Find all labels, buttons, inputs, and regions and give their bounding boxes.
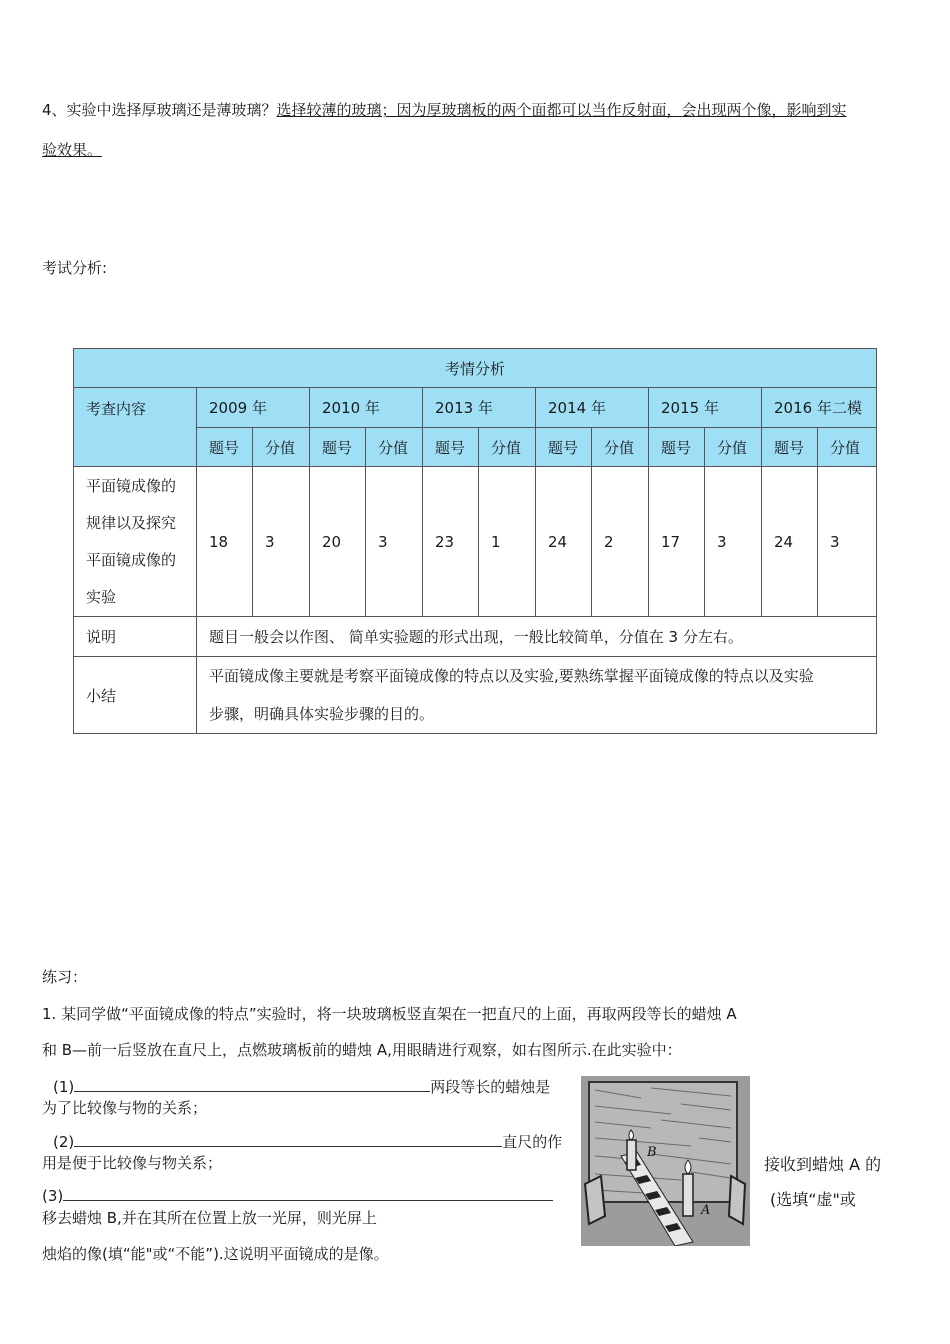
sub-question-3-label: (3): [42, 1187, 64, 1205]
content-header: 考查内容: [74, 388, 197, 467]
summary-label: 小结: [74, 657, 197, 734]
year-header: 2015 年: [649, 388, 762, 428]
table-title: 考情分析: [74, 349, 877, 388]
exam-analysis-table: [73, 348, 877, 734]
sub-header: 分值: [366, 428, 423, 467]
sub-question-2-label: (2): [53, 1133, 75, 1151]
exam-analysis-heading: 考试分析:: [42, 259, 108, 277]
sub-question-1-label: (1): [53, 1078, 75, 1096]
summary-text: [197, 657, 877, 734]
answer-blank-1[interactable]: [74, 1077, 430, 1092]
sub-header: 分值: [479, 428, 536, 467]
practice-heading: 练习：: [42, 968, 88, 986]
question-1-line1: 1. 某同学做“平面镜成像的特点”实验时，将一块玻璃板竖直架在一把直尺的上面，再取两段等长的蜡烛 A: [42, 1005, 737, 1023]
value-cell: 3: [366, 467, 423, 617]
sub-question-2-line2: 用是便于比较像与物关系；: [42, 1154, 223, 1172]
value-cell: 20: [310, 467, 366, 617]
topic-line: 平面镜成像的: [86, 476, 177, 495]
figure-label-a: A: [701, 1203, 711, 1218]
topic-line: 实验: [86, 587, 117, 606]
value-cell: 24: [762, 467, 818, 617]
question-4-answer-line2: 验效果。: [42, 141, 103, 159]
value-cell: 1: [479, 467, 536, 617]
sub-header: 题号: [423, 428, 479, 467]
value-cell: 23: [423, 467, 479, 617]
question-4-line1: [42, 99, 847, 120]
right-text-line2: (选填“虚"或: [770, 1190, 856, 1209]
sub-question-3: [42, 1186, 553, 1205]
year-header: 2016 年二模: [762, 388, 877, 428]
answer-blank-3[interactable]: [63, 1186, 553, 1201]
value-cell: 17: [649, 467, 705, 617]
summary-line: 平面镜成像主要就是考察平面镜成像的特点以及实验,要熟练掌握平面镜成像的特点以及实验: [209, 667, 814, 685]
answer-blank-2[interactable]: [74, 1132, 502, 1147]
question-4-prefix: 4、实验中选择厚玻璃还是薄玻璃？: [42, 101, 277, 119]
value-cell: 2: [592, 467, 649, 617]
sub-header: 分值: [818, 428, 877, 467]
value-cell: 3: [705, 467, 762, 617]
sub-question-3-line2: 移去蜡烛 B,并在其所在位置上放一光屏，则光屏上: [42, 1209, 377, 1227]
note-text: 题目一般会以作图、 简单实验题的形式出现，一般比较简单，分值在 3 分左右。: [197, 617, 877, 657]
experiment-figure: [581, 1076, 750, 1246]
sub-question-1: [53, 1076, 550, 1097]
sub-header: 题号: [197, 428, 253, 467]
value-cell: 3: [253, 467, 310, 617]
sub-question-1-after: 两段等长的蜡烛是: [430, 1078, 551, 1096]
summary-line: 步骤，明确具体实验步骤的目的。: [209, 705, 435, 723]
sub-header: 题号: [536, 428, 592, 467]
year-header: 2013 年: [423, 388, 536, 428]
sub-question-1-line2: 为了比较像与物的关系；: [42, 1099, 208, 1117]
topic-line: 平面镜成像的: [86, 550, 177, 569]
sub-header: 题号: [310, 428, 366, 467]
year-header: 2009 年: [197, 388, 310, 428]
question-1-line2: 和 B—前一后竖放在直尺上，点燃玻璃板前的蜡烛 A,用眼睛进行观察，如右图所示.在此实验中：: [42, 1041, 682, 1059]
topic-cell: [74, 467, 197, 617]
sub-header: 分值: [253, 428, 310, 467]
sub-header: 题号: [649, 428, 705, 467]
note-label: 说明: [74, 617, 197, 657]
experiment-illustration: [581, 1076, 750, 1246]
year-header: 2014 年: [536, 388, 649, 428]
value-cell: 3: [818, 467, 877, 617]
right-text-line1: 接收到蜡烛 A 的: [764, 1155, 882, 1174]
year-header: 2010 年: [310, 388, 423, 428]
sub-header: 分值: [592, 428, 649, 467]
value-cell: 24: [536, 467, 592, 617]
sub-question-2: [53, 1131, 562, 1152]
figure-label-b: B: [647, 1145, 657, 1160]
value-cell: 18: [197, 467, 253, 617]
sub-header: 分值: [705, 428, 762, 467]
sub-question-2-after: 直尺的作: [502, 1133, 563, 1151]
topic-line: 规律以及探究: [86, 513, 177, 532]
last-line: 烛焰的像(填“能"或“不能”).这说明平面镜成的是像。: [42, 1245, 389, 1263]
sub-header: 题号: [762, 428, 818, 467]
question-4-answer-line1: 选择较薄的玻璃；因为厚玻璃板的两个面都可以当作反射面，会出现两个像，影响到实: [276, 101, 847, 119]
